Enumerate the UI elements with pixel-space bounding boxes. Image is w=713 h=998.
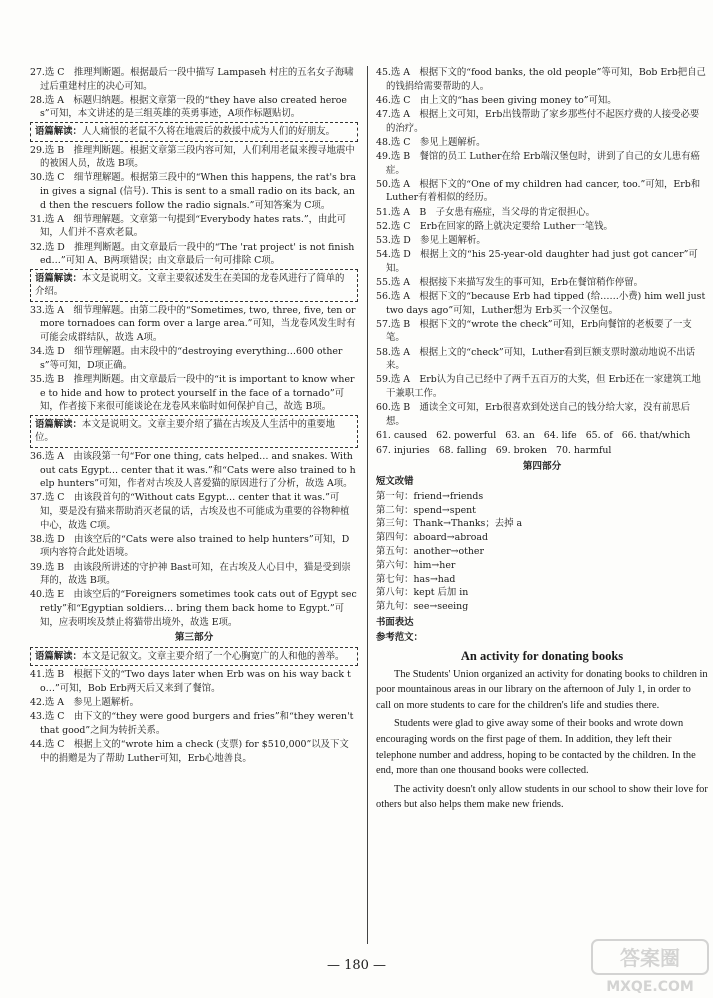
writing-heading: 书面表达 (376, 616, 414, 628)
column-divider (367, 66, 368, 944)
answer-item: 27.选 C 推理判断题。根据最后一段中描写 Lampaseh 村庄的五名女子海啸过后重建村庄的决心可知。 (30, 67, 354, 92)
answer-item: 56.选 A 根据下文的“because Erb had tipped (给……小费) him well just two days ago”可知，Luther想为 Erb买一个汉堡包。 (376, 291, 706, 316)
answer-item: 51.选 A B 子女患有癌症，当父母的肯定很担心。 (376, 206, 596, 218)
passage-note-box (30, 269, 358, 302)
passage-note-text: 本文是说明文。文章主要叙述发生在美国的龙卷风进行了简单的介绍。 (35, 272, 345, 298)
answer-item: 55.选 A 根据接下来描写发生的事可知，Erb在餐馆稍作停留。 (376, 276, 643, 288)
page-number: — 180 — (326, 958, 387, 973)
cloze-answer: 69. broken (495, 444, 547, 456)
sample-label: 参考范文： (376, 632, 423, 644)
answer-item: 47.选 A 根据上文可知，Erb出钱帮助了家乡那些付不起医疗费的人接受必要的治疗。 (376, 108, 700, 134)
answer-item: 60.选 B 通读全文可知，Erb很喜欢到处送自己的钱分给大家，没有前思后想。 (376, 402, 690, 427)
correction-item: 第二句：spend→spent (376, 504, 476, 516)
cloze-answers (376, 429, 708, 457)
essay-body (376, 667, 708, 813)
answer-item: 35.选 B 推理判断题。由文章最后一段中的“it is important to know where to hide and how to protect yourself in the face of a tornado”可知，作者接下来很可能谈论在龙卷风来临时如何保护自己，故选 B项。 (30, 374, 355, 413)
answer-item: 38.选 D 由该空后的“Cats were also trained to help hunters”可知，D项内容符合此处语境。 (30, 533, 350, 559)
answer-item: 37.选 C 由该段首句的“Without cats Egypt… center that it was.”可知，要是没有猫来帮助消灭老鼠的话，古埃及也不可能成为重要的谷物种植中心，故选 C项。 (30, 492, 350, 531)
correction-item: 第九句：see→seeing (376, 601, 469, 613)
cloze-row (376, 444, 708, 458)
correction-item: 第三句：Thank→Thanks；去掉 a (376, 518, 523, 530)
cloze-answer: 64. life (543, 430, 577, 442)
answer-item: 46.选 C 由上文的“has been giving money to”可知。 (376, 94, 617, 106)
answer-item: 29.选 B 推理判断题。根据文章第三段内容可知，人们利用老鼠来搜寻地震中的被困人员，故选 B项。 (30, 144, 355, 170)
answer-item: 53.选 D 参见上题解析。 (376, 234, 486, 246)
correction-item: 第五句：another→other (376, 545, 484, 557)
answer-item: 40.选 E 由该空后的“Foreigners sometimes took cats out of Egypt secretly”和“Egyptian soldiers… bring them back home to Egypt.”可知，应表明埃及禁止将猫带出境外，故选 E项。 (30, 589, 357, 628)
answer-item: 50.选 A 根据下文的“One of my children had cancer, too.”可知，Erb和 Luther有着相似的经历。 (376, 178, 701, 204)
passage-note-text: 本文是说明文。文章主要介绍了猫在古埃及人生活中的重要地位。 (35, 418, 336, 444)
cloze-answer: 65. of (585, 430, 613, 442)
answer-item: 28.选 A 标题归纳题。根据文章第一段的“they have also created heroes”可知，本文讲述的是三组英雄的英勇事迹，A项作标题贴切。 (30, 94, 347, 120)
answer-item: 42.选 A 参见上题解析。 (30, 697, 140, 709)
answer-item: 44.选 C 根据上文的“wrote him a check (支票) for $510,000”以及下文中的捐赠是为了帮助 Luther可知，Erb心地善良。 (30, 739, 349, 764)
correction-list (376, 490, 708, 614)
cloze-answer: 70. harmful (556, 444, 612, 456)
passage-note-box (30, 415, 358, 448)
passage-note-text: 人人痛恨的老鼠不久将在地震后的救援中成为人们的好朋友。 (81, 125, 336, 137)
passage-note-title: 语篇解读： (35, 418, 82, 430)
correction-heading: 短文改错 (376, 476, 414, 488)
passage-note-title: 语篇解读： (35, 650, 82, 662)
answer-item: 30.选 C 细节理解题。根据第三段中的“When this happens, the rat's brain gives a signal (信号). This is sent to a small radio on its back, and then the rescuers follow the radio signals.”可知答案为 C项。 (30, 172, 356, 211)
essay-title: An activity for donating books (460, 649, 624, 664)
essay-paragraph: The activity doesn't only allow students in our school to show their love for others but also helps them make new friends. (376, 783, 708, 811)
cloze-row (376, 429, 708, 443)
answer-item: 36.选 A 由该段第一句“For one thing, cats helped… and snakes. Without cats Egypt… center that it was.”和“Cats were also trained to help hunters”可知，作者对古埃及人喜爱猫的原因进行了分析，故选 A项。 (30, 451, 356, 490)
answer-item: 32.选 D 推理判断题。由文章最后一段中的“The 'rat project' is not finished…”可知 A、B两项错误；由文章最后一句可排除 C项。 (30, 241, 355, 267)
answer-item: 54.选 D 根据上文的“his 25-year-old daughter had just got cancer”可知。 (376, 249, 698, 274)
correction-item: 第六句：him→her (376, 559, 456, 571)
passage-note-text: 本文是记叙文。文章主要介绍了一个心胸宽广的人和他的善举。 (81, 650, 345, 662)
essay-paragraph: The Students' Union organized an activity for donating books to children in poor mountainous areas in our library on the afternoon of July 1, in order to call on more students to care for the children's life and studies there. (376, 668, 708, 711)
answer-item: 57.选 B 根据下文的“wrote the check”可知，Erb向餐馆的老板要了一支笔。 (376, 318, 692, 344)
cloze-answer: 63. an (505, 430, 535, 442)
answer-item: 59.选 A Erb认为自己已经中了两千五百万的大奖，但 Erb还在一家建筑工地干兼职工作。 (376, 374, 701, 399)
answer-list-right (376, 66, 708, 428)
answer-item: 31.选 A 细节理解题。文章第一句提到“Everybody hates rats.”，由此可知，人们并不喜欢老鼠。 (30, 213, 347, 239)
passage-note-title: 语篇解读： (35, 272, 82, 284)
cloze-answer: 66. that/which (621, 430, 691, 442)
answer-item: 34.选 D 细节理解题。由末段中的“destroying everything…600 others”等可知，D项正确。 (30, 346, 343, 371)
cloze-answer: 68. falling (438, 444, 487, 456)
answer-item: 45.选 A 根据下文的“food banks, the old people”等可知，Bob Erb把自己的钱捐给需要帮助的人。 (376, 67, 706, 92)
right-column (376, 66, 708, 816)
answer-item: 52.选 C Erb在回家的路上就决定要给 Luther一笔钱。 (376, 220, 613, 232)
passage-note-box (30, 647, 358, 667)
cloze-answer: 61. caused (376, 430, 428, 442)
cloze-answer: 67. injuries (376, 444, 430, 456)
answer-item: 41.选 B 根据下文的“Two days later when Erb was on his way back to…”可知，Bob Erb两天后又来到了餐馆。 (30, 669, 351, 694)
answer-item: 48.选 C 参见上题解析。 (376, 136, 486, 148)
correction-item: 第四句：aboard→abroad (376, 532, 488, 544)
answer-item: 49.选 B 餐馆的员工 Luther在给 Erb端汉堡包时，讲到了自己的女儿患有癌症。 (376, 150, 700, 176)
passage-note-box (30, 122, 358, 142)
part-four-heading: 第四部分 (522, 460, 562, 472)
essay-paragraph: Students were glad to give away some of their books and wrote down encouraging words on the first page of them. In addition, they left their telephone number and address, hoping to be contacted by the children. In the end, more than one thousand books were collected. (376, 718, 696, 777)
correction-item: 第八句：kept 后加 in (376, 587, 469, 599)
watermark-logo (590, 938, 710, 996)
passage-note-title: 语篇解读： (35, 125, 82, 137)
left-column (30, 66, 358, 766)
correction-item: 第一句：friend→friends (376, 490, 484, 502)
answer-item: 39.选 B 由该段所讲述的守护神 Bast可知，在古埃及人心目中，猫是受到崇拜的，故选 B项。 (30, 561, 351, 587)
answer-item: 33.选 A 细节理解题。由第二段中的“Sometimes, two, three, five, ten or more tornadoes can form over a large area.”可知，当龙卷风发生时有可能会成群结队，故选 A项。 (30, 304, 356, 344)
cloze-answer: 62. powerful (436, 430, 497, 442)
section-heading: 第三部分 (174, 632, 214, 644)
correction-item: 第七句：has→had (376, 573, 456, 585)
answer-item: 43.选 C 由下文的“they were good burgers and fries”和“they weren't that good”之间为转折关系。 (30, 711, 354, 736)
svg-text:答案圈: 答案圈 (620, 946, 680, 970)
svg-text:MXQE.COM: MXQE.COM (606, 979, 694, 995)
answer-item: 58.选 A 根据上文的“check”可知，Luther看到巨额支票时激动地说不出话来。 (376, 346, 696, 372)
